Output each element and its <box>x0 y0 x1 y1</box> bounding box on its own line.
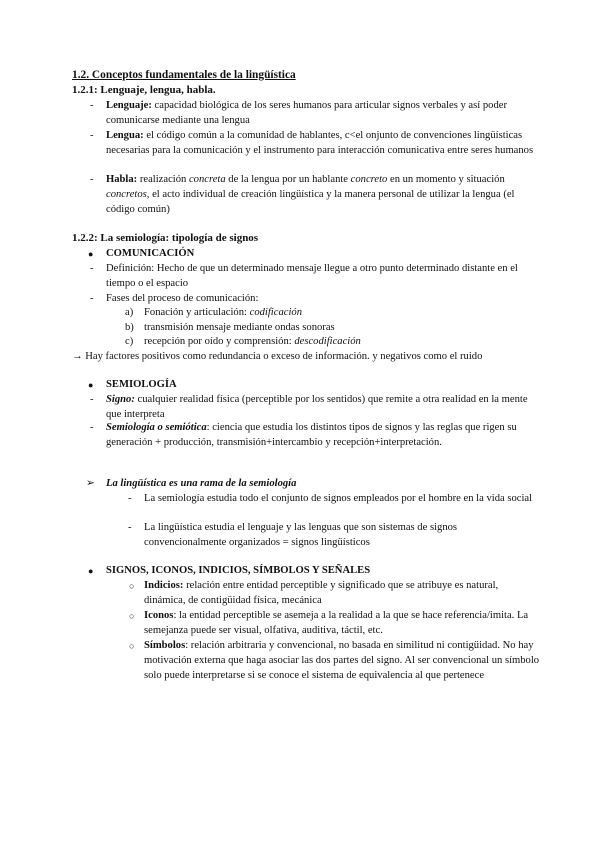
rama-item-2: - La lingüística estudia el lenguaje y las lenguas que son sistemas de signos convencionalmente organizados = signos lingüísticos <box>128 522 458 548</box>
list-item-iconos: ○ Iconos: la entidad perceptible se asemeja a la realidad a la que se hace referencia/imita. La semejanza puede ser visual, olfativa, auditiva, táctil, etc. <box>129 610 529 636</box>
dash-marker: - <box>90 174 94 185</box>
section-heading-1-2-1: 1.2.1: Lenguaje, lengua, habla. <box>72 84 216 96</box>
phase-c: c) recepción por oído y comprensión: descodificación <box>125 336 361 347</box>
bullet-comunicacion: ● COMUNICACIÓN <box>106 247 576 262</box>
bullet-icon: ● <box>88 566 94 576</box>
arrow-bullet-rama: ➢ La lingüística es una rama de la semiología <box>106 477 540 492</box>
dash-marker: - <box>90 100 94 111</box>
phase-b: b) transmisión mensaje mediante ondas sonoras <box>125 322 335 333</box>
dash-marker: - <box>128 493 132 504</box>
dash-marker: - <box>90 263 94 274</box>
list-item-lenguaje: - Lenguaje: capacidad biológica de los seres humanos para articular signos verbales y así poder comunicarse mediante una lengua <box>90 100 507 126</box>
arrowhead-icon: ➢ <box>86 478 95 489</box>
dash-marker: - <box>90 293 94 304</box>
dash-marker: - <box>90 422 94 433</box>
dash-marker: - <box>90 394 94 405</box>
list-item-habla: - Habla: realización concreta de la lengua por un hablante concreto en un momento y situación concretos, el acto individual de creación lingüística y la manera personal de utilizar la lengua (el código común) <box>90 174 515 215</box>
list-item-semiotica: - Semiología o semiótica: ciencia que estudia los distintos tipos de signos y las reglas que rigen su generación + producción, transmisión+intercambio y recepción+interpretación. <box>90 422 517 448</box>
list-item-indicios: ○ Indicios: relación entre entidad perceptible y significado que se atribuye es natural, dinámica, de contigüidad física, mecánica <box>129 580 499 606</box>
list-item-definicion: - Definición: Hecho de que un determinado mensaje llegue a otro punto determinado distante en el tiempo o el espacio <box>90 263 518 289</box>
rama-item-1: - La semiología estudia todo el conjunto de signos empleados por el hombre en la vida social <box>144 492 542 507</box>
document-title: 1.2. Conceptos fundamentales de la lingüística <box>72 69 296 81</box>
circle-bullet-icon: ○ <box>129 581 135 591</box>
bullet-icon: ● <box>88 380 94 390</box>
list-item-simbolos: ○ Símbolos: relación arbitraria y convencional, no basada en similitud ni contigüidad. No hay motivación externa que haga asociar las dos partes del signo. Al ser convencional un símbolo solo puede interpretarse si se conoce el sistema de equivalencia al que pertenece <box>129 640 540 681</box>
dash-marker: - <box>90 130 94 141</box>
dash-marker: - <box>128 522 132 533</box>
bullet-icon: ● <box>88 249 94 259</box>
section-heading-1-2-2: 1.2.2: La semiología: tipología de signos <box>72 232 259 244</box>
list-item-fases: - Fases del proceso de comunicación: <box>106 292 540 307</box>
arrow-note: → Hay factores positivos como redundancia o exceso de información. y negativos como el ruido <box>72 351 483 362</box>
bullet-signos: ● SIGNOS, ICONOS, INDICIOS, SÍMBOLOS Y SEÑALES <box>106 564 540 579</box>
circle-bullet-icon: ○ <box>129 611 135 621</box>
phase-a: a) Fonación y articulación: codificación <box>125 307 302 318</box>
list-item-lengua: - Lengua: el código común a la comunidad de hablantes, c<el onjunto de convenciones lingüísticas necesarias para la comunicación y el instrumento para interacción comunicativa entre seres humanos <box>90 130 534 156</box>
list-item-signo: - Signo: cualquier realidad física (perceptible por los sentidos) que remite a otra realidad en la mente que interpreta <box>90 394 528 420</box>
circle-bullet-icon: ○ <box>129 641 135 651</box>
bullet-semiologia: ● SEMIOLOGÍA <box>106 378 576 393</box>
